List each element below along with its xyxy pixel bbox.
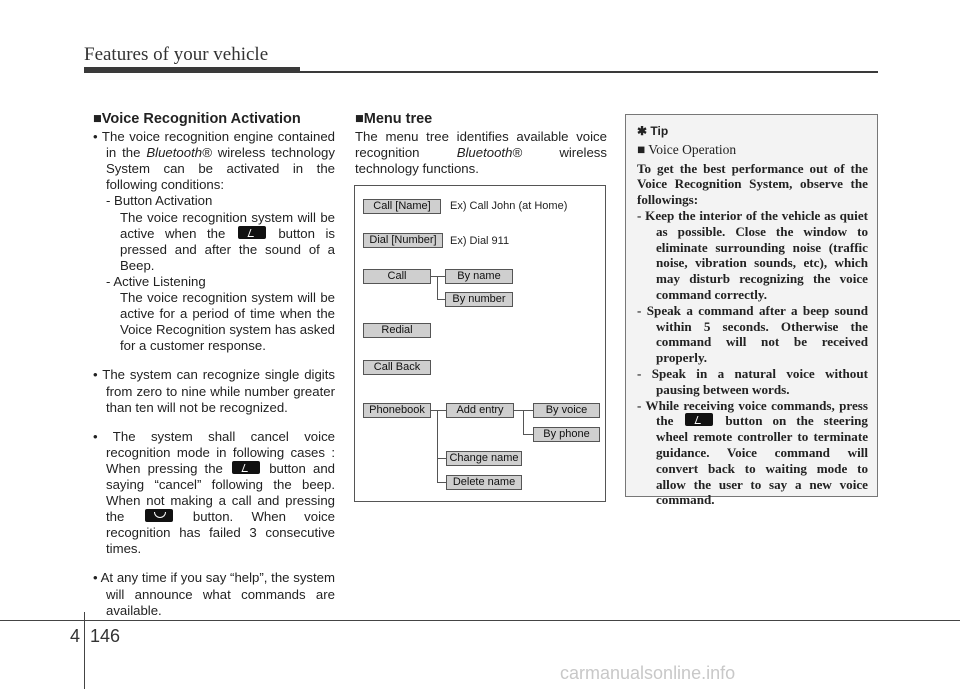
tip-label: ✱ Tip xyxy=(637,124,669,138)
voice-recognition-heading: ■Voice Recognition Activation xyxy=(93,111,301,127)
button-activation-label: - Button Activation xyxy=(106,193,213,209)
tip-subheading: ■ Voice Operation xyxy=(637,141,737,157)
node-dial-number: Dial [Number] xyxy=(363,233,443,248)
example-dial-number: Ex) Dial 911 xyxy=(450,235,510,247)
node-delete-name: Delete name xyxy=(446,475,522,490)
connector xyxy=(523,434,533,435)
node-add-entry: Add entry xyxy=(446,403,514,418)
active-listening-text: The voice recognition system will be active for a period of time when the Voice Recognition system has asked for a customer response. xyxy=(120,290,335,354)
node-call: Call xyxy=(363,269,431,284)
end-call-button-icon xyxy=(145,509,173,522)
connector xyxy=(431,410,446,411)
voice-recognition-section xyxy=(93,111,335,632)
bullet-activation: • The voice recognition engine contained in the Bluetooth® wireless technology System can be activated in the following conditions: - Button Activation The voice recognition system will be active when the button is pressed and after the sound of a Beep. - Active Listening The voice recognition system will be active for a period of time when the Voice Recognition system has asked for a customer response. xyxy=(93,129,335,354)
connector xyxy=(437,299,445,300)
connector xyxy=(431,276,445,277)
tip-item-terminate: - While receiving voice commands, press the button on the steering wheel remote controller to terminate guidance. Voice command will convert back to waiting mode to allow the user to say a new voice command. xyxy=(637,397,868,508)
footer-divider xyxy=(84,612,85,689)
footer-rule xyxy=(0,620,960,621)
node-phonebook: Phonebook xyxy=(363,403,431,418)
connector xyxy=(437,276,438,299)
connector xyxy=(437,482,446,483)
talk-button-icon xyxy=(238,226,266,239)
node-by-name: By name xyxy=(445,269,513,284)
active-listening-label: - Active Listening xyxy=(106,273,206,289)
page-header-title: Features of your vehicle xyxy=(84,44,269,65)
tip-item-natural: - Speak in a natural voice without pausing between words. xyxy=(637,365,868,397)
tip-box xyxy=(625,114,878,508)
tip-item-beep: - Speak a command after a beep sound within 5 seconds. Otherwise the command will not be received properly. xyxy=(637,302,868,366)
node-call-back: Call Back xyxy=(363,360,431,375)
node-redial: Redial xyxy=(363,323,431,338)
header-rule xyxy=(300,71,878,73)
node-by-number: By number xyxy=(445,292,513,307)
node-call-name: Call [Name] xyxy=(363,199,441,214)
menu-tree-section xyxy=(355,111,607,177)
header-bar xyxy=(84,67,300,73)
talk-button-icon xyxy=(232,461,260,474)
menu-tree-intro: The menu tree identifies available voice recognition Bluetooth® wireless technology functions. xyxy=(355,129,607,177)
node-by-voice: By voice xyxy=(533,403,600,418)
connector xyxy=(523,410,524,434)
node-by-phone: By phone xyxy=(533,427,600,442)
tip-item-quiet: - Keep the interior of the vehicle as quiet as possible. Close the window to eliminate surrounding noise (traffic noise, vibration sounds, etc), which may disturb recognizing the voice command correctly. xyxy=(637,207,868,302)
page-number: 146 xyxy=(90,626,121,646)
button-activation-text: The voice recognition system will be active when the button is pressed and after the sound of a Beep. xyxy=(120,209,335,273)
bullet-digits: • The system can recognize single digits from zero to nine while number greater than ten will not be recognized. xyxy=(93,367,335,415)
chapter-number: 4 xyxy=(70,626,81,646)
connector xyxy=(437,410,438,482)
menu-tree-heading: ■Menu tree xyxy=(355,111,433,127)
menu-tree-diagram xyxy=(354,185,606,502)
talk-button-icon xyxy=(685,413,713,426)
example-call-name: Ex) Call John (at Home) xyxy=(450,200,568,212)
bullet-help: • At any time if you say “help”, the system will announce what commands are available. xyxy=(93,570,335,618)
connector xyxy=(437,458,446,459)
watermark: carmanualsonline.info xyxy=(560,663,736,683)
bullet-cancel: • The system shall cancel voice recognition mode in following cases : When pressing the button and saying “cancel” following the beep. When not making a call and pressing the button. When voice recognition has failed 3 consecutive times. xyxy=(93,428,335,557)
tip-intro: To get the best performance out of the Voice Recognition System, observe the followings: xyxy=(637,160,868,208)
node-change-name: Change name xyxy=(446,451,522,466)
